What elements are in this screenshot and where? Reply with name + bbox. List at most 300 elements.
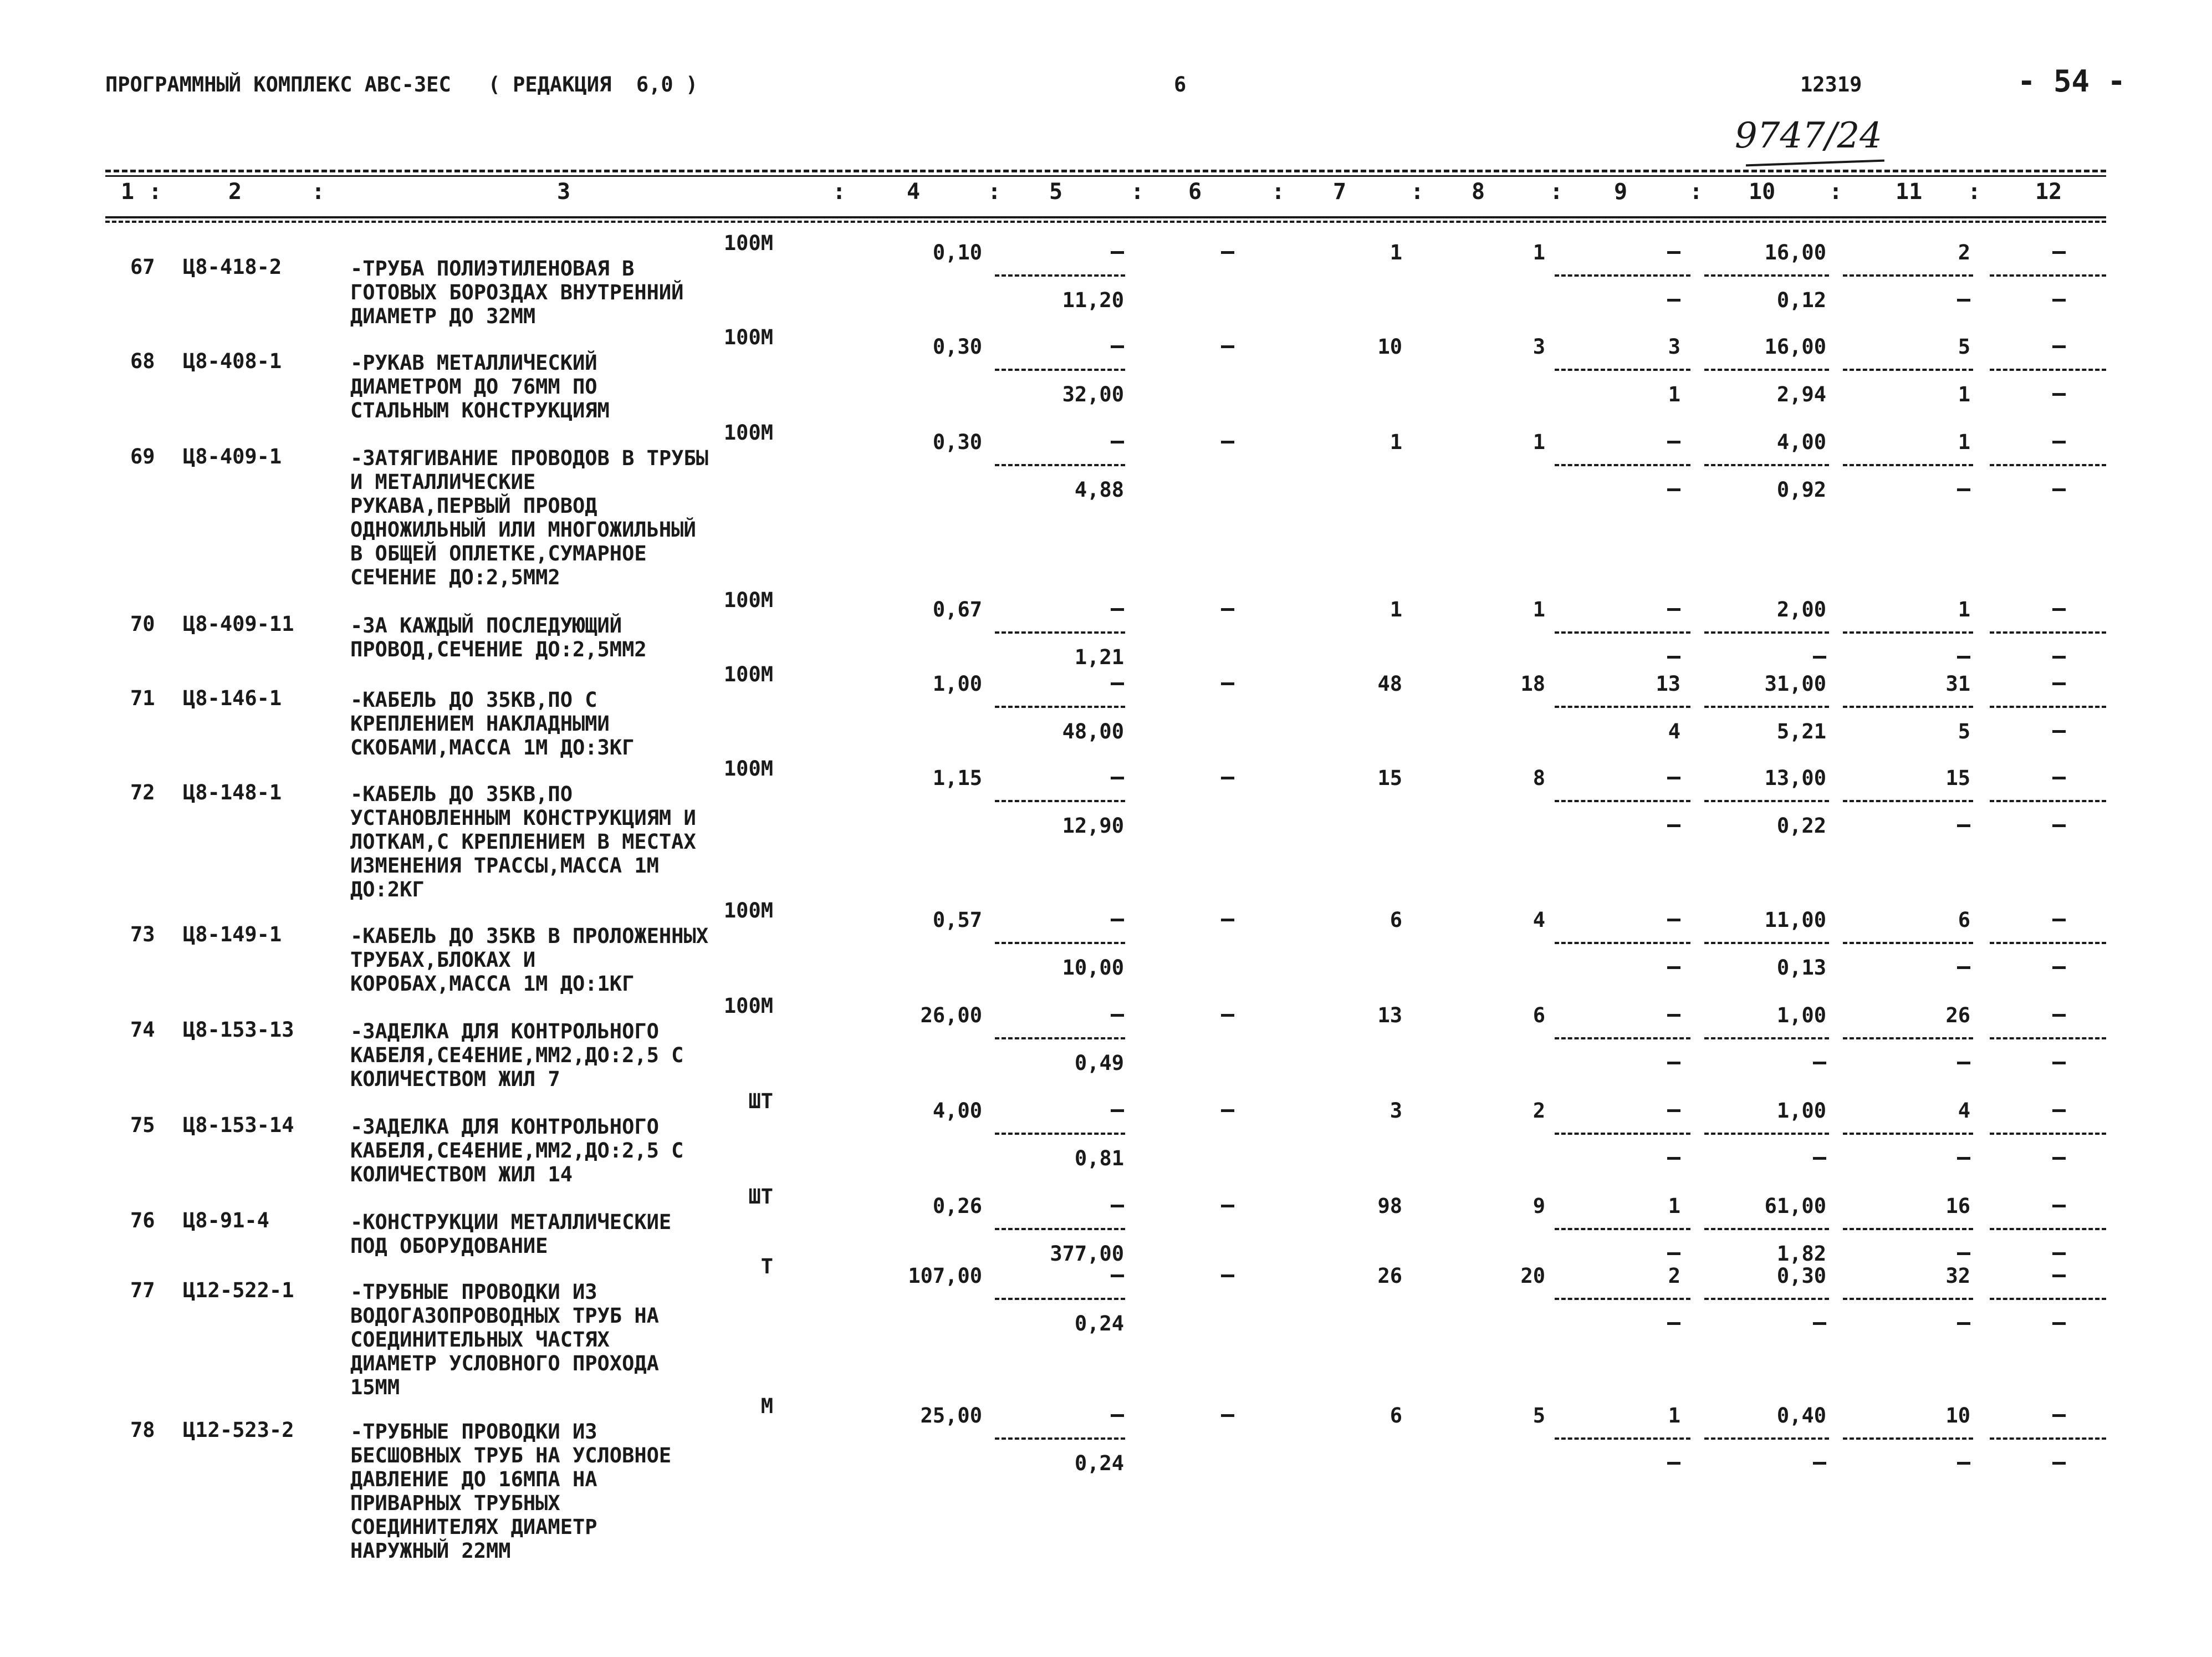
cell-col10-top: 31,00: [1764, 672, 1826, 696]
cell-col10-bottom: 2,94: [1776, 383, 1826, 406]
cell-col5-top: [1111, 345, 1124, 348]
fraction-bar-col10: [1704, 631, 1829, 634]
cell-col11-bottom: [1957, 1462, 1970, 1465]
row-code: Ц8-146-1: [183, 686, 282, 710]
row-code: Ц8-153-13: [183, 1018, 294, 1042]
row-code: Ц8-409-1: [183, 445, 282, 468]
col-header-12: 12: [2035, 179, 2062, 205]
fraction-bar-col9: [1555, 1298, 1690, 1300]
cell-col5-top: [1111, 682, 1124, 685]
cell-col12-bottom: [2052, 1252, 2066, 1255]
col-separator: :: [1689, 179, 1703, 205]
row-code: Ц8-91-4: [183, 1209, 269, 1232]
document-code: 12319: [1800, 73, 1862, 96]
cell-col9-top: [1667, 441, 1680, 443]
cell-col9-bottom: [1667, 1252, 1680, 1255]
cell-col9-top: 2: [1668, 1264, 1680, 1288]
cell-col11-top: 16: [1945, 1194, 1970, 1218]
cell-col7: 3: [1389, 1099, 1402, 1123]
fraction-bar-col5: [995, 274, 1125, 277]
cell-col12-bottom: [2052, 1062, 2066, 1064]
row-code: Ц8-153-14: [183, 1113, 294, 1137]
cell-col7: 6: [1389, 908, 1402, 932]
unit-label: 100М: [723, 899, 773, 922]
cell-col12-top: [2052, 608, 2066, 611]
cell-col7: 1: [1389, 241, 1402, 264]
cell-col10-top: 13,00: [1764, 766, 1826, 790]
cell-col7: 10: [1377, 335, 1402, 359]
cell-col5-bottom: 0,24: [1074, 1451, 1124, 1475]
fraction-bar-col5: [995, 706, 1125, 708]
unit-label: 100М: [723, 421, 773, 445]
cell-col5-top: [1111, 1014, 1124, 1017]
fraction-bar-col10: [1704, 1037, 1829, 1039]
cell-col12-top: [2052, 1014, 2066, 1017]
cell-col6: [1221, 777, 1234, 779]
cell-col10-bottom: [1813, 1062, 1826, 1064]
row-description: -КОНСТРУКЦИИ МЕТАЛЛИЧЕСКИЕ ПОД ОБОРУДОВАНИЕ: [350, 1210, 672, 1258]
row-number: 75: [130, 1113, 155, 1137]
cell-col10-top: 61,00: [1764, 1194, 1826, 1218]
col-header-11: 11: [1896, 179, 1923, 205]
cell-col5-bottom: 48,00: [1062, 720, 1124, 743]
cell-col12-bottom: [2052, 656, 2066, 659]
cell-col11-top: 4: [1958, 1099, 1970, 1123]
cell-col8: 1: [1532, 241, 1545, 264]
handwritten-underline: [1746, 160, 1884, 167]
fraction-bar-col12: [1990, 1133, 2106, 1135]
row-code: Ц12-523-2: [183, 1418, 294, 1442]
cell-col10-top: 2,00: [1776, 598, 1826, 621]
row-number: 70: [130, 612, 155, 636]
cell-col12-bottom: [2052, 1462, 2066, 1465]
row-description: -РУКАВ МЕТАЛЛИЧЕСКИЙ ДИАМЕТРОМ ДО 76ММ ПО СТАЛЬНЫМ КОНСТРУКЦИЯМ: [350, 351, 610, 422]
cell-col12-bottom: [2052, 299, 2066, 302]
fraction-bar-col9: [1555, 942, 1690, 944]
cell-col9-top: 13: [1656, 672, 1680, 696]
fraction-bar-col12: [1990, 942, 2106, 944]
fraction-bar-col5: [995, 800, 1125, 802]
row-number: 78: [130, 1418, 155, 1442]
cell-col9-bottom: [1667, 1322, 1680, 1325]
cell-col9-top: [1667, 1109, 1680, 1112]
row-number: 74: [130, 1018, 155, 1042]
fraction-bar-col5: [995, 942, 1125, 944]
fraction-bar-col5: [995, 1228, 1125, 1230]
cell-col4: 0,30: [932, 430, 982, 454]
cell-col8: 2: [1532, 1099, 1545, 1123]
cell-col11-bottom: [1957, 1062, 1970, 1064]
row-description: -ЗАДЕЛКА ДЛЯ КОНТРОЛЬНОГО КАБЕЛЯ,СЕ4ЕНИЕ,ММ2,ДО:2,5 С КОЛИЧЕСТВОМ ЖИЛ 7: [350, 1019, 684, 1091]
cell-col9-top: [1667, 777, 1680, 779]
fraction-bar-col5: [995, 1298, 1125, 1300]
unit-label: 100М: [723, 588, 773, 612]
fraction-bar-col9: [1555, 1133, 1690, 1135]
cell-col6: [1221, 441, 1234, 443]
col-separator: :: [1968, 179, 1981, 205]
cell-col6: [1221, 251, 1234, 254]
cell-col11-bottom: [1957, 1157, 1970, 1160]
fraction-bar-col12: [1990, 631, 2106, 634]
row-code: Ц8-148-1: [183, 781, 282, 804]
cell-col9-top: 1: [1668, 1404, 1680, 1427]
cell-col7: 98: [1377, 1194, 1402, 1218]
cell-col4: 26,00: [920, 1003, 982, 1027]
cell-col5-bottom: 32,00: [1062, 383, 1124, 406]
cell-col5-top: [1111, 1414, 1124, 1417]
cell-col9-bottom: [1667, 1157, 1680, 1160]
unit-label: 100М: [723, 994, 773, 1018]
col-header-9: 9: [1614, 179, 1628, 205]
fraction-bar-col9: [1555, 369, 1690, 371]
cell-col9-bottom: 1: [1668, 383, 1680, 406]
fraction-bar-col10: [1704, 706, 1829, 708]
fraction-bar-col10: [1704, 1298, 1829, 1300]
cell-col11-top: 15: [1945, 766, 1970, 790]
cell-col6: [1221, 1205, 1234, 1207]
unit-label: ШТ: [748, 1089, 773, 1113]
fraction-bar-col5: [995, 1437, 1125, 1440]
fraction-bar-col12: [1990, 464, 2106, 466]
cell-col4: 0,10: [932, 241, 982, 264]
cell-col4: 0,67: [932, 598, 982, 621]
cell-col5-bottom: 11,20: [1062, 288, 1124, 312]
row-description: -ЗАДЕЛКА ДЛЯ КОНТРОЛЬНОГО КАБЕЛЯ,СЕ4ЕНИЕ,ММ2,ДО:2,5 С КОЛИЧЕСТВОМ ЖИЛ 14: [350, 1115, 684, 1186]
table-top-rule: [105, 170, 2106, 172]
row-description: -ТРУБА ПОЛИЭТИЛЕНОВАЯ В ГОТОВЫХ БОРОЗДАХ ВНУТРЕННИЙ ДИАМЕТР ДО 32ММ: [350, 257, 684, 328]
cell-col12-bottom: [2052, 1157, 2066, 1160]
cell-col10-top: 1,00: [1776, 1003, 1826, 1027]
row-code: Ц8-418-2: [183, 255, 282, 279]
cell-col10-top: 16,00: [1764, 241, 1826, 264]
col-separator: :: [1411, 179, 1424, 205]
cell-col11-top: 5: [1958, 335, 1970, 359]
cell-col4: 1,15: [932, 766, 982, 790]
fraction-bar-col9: [1555, 1437, 1690, 1440]
col-header-4: 4: [907, 179, 921, 205]
col-header-3: 3: [557, 179, 571, 205]
row-description: -ТРУБНЫЕ ПРОВОДКИ ИЗ БЕСШОВНЫХ ТРУБ НА УСЛОВНОЕ ДАВЛЕНИЕ ДО 16МПА НА ПРИВАРНЫХ ТРУБНЫХ СОЕДИНИТЕЛЯХ ДИАМЕТР НАРУЖНЫЙ 22ММ: [350, 1420, 672, 1563]
cell-col10-bottom: 0,22: [1776, 814, 1826, 838]
cell-col7: 1: [1389, 430, 1402, 454]
cell-col9-bottom: 4: [1668, 720, 1680, 743]
fraction-bar-col11: [1843, 1437, 1973, 1440]
cell-col10-bottom: [1813, 1157, 1826, 1160]
col-header-2: 2: [228, 179, 242, 205]
row-number: 73: [130, 922, 155, 946]
cell-col11-top: 31: [1945, 672, 1970, 696]
cell-col8: 1: [1532, 430, 1545, 454]
cell-col12-bottom: [2052, 824, 2066, 827]
col-header-6: 6: [1188, 179, 1202, 205]
cell-col5-bottom: 10,00: [1062, 956, 1124, 980]
cell-col9-top: 1: [1668, 1194, 1680, 1218]
col-separator: :: [832, 179, 846, 205]
cell-col11-top: 26: [1945, 1003, 1970, 1027]
col-separator: :: [311, 179, 325, 205]
col-header-7: 7: [1333, 179, 1347, 205]
fraction-bar-col12: [1990, 800, 2106, 802]
col-header-5: 5: [1049, 179, 1063, 205]
cell-col12-top: [2052, 1274, 2066, 1277]
cell-col12-top: [2052, 682, 2066, 685]
fraction-bar-col12: [1990, 369, 2106, 371]
cell-col9-bottom: [1667, 1062, 1680, 1064]
header-bottom-rule: [105, 216, 2106, 218]
fraction-bar-col11: [1843, 800, 1973, 802]
row-description: -ЗА КАЖДЫЙ ПОСЛЕДУЮЩИЙ ПРОВОД,СЕЧЕНИЕ ДО:2,5ММ2: [350, 614, 647, 661]
cell-col11-bottom: [1957, 1252, 1970, 1255]
unit-label: 100М: [723, 231, 773, 255]
fraction-bar-col10: [1704, 464, 1829, 466]
fraction-bar-col11: [1843, 1298, 1973, 1300]
cell-col11-bottom: [1957, 656, 1970, 659]
row-number: 68: [130, 349, 155, 373]
cell-col11-bottom: 5: [1958, 720, 1970, 743]
cell-col11-top: 2: [1958, 241, 1970, 264]
row-description: -ТРУБНЫЕ ПРОВОДКИ ИЗ ВОДОГАЗОПРОВОДНЫХ ТРУБ НА СОЕДИНИТЕЛЬНЫХ ЧАСТЯХ ДИАМЕТР УСЛОВНОГО ПРОХОДА 15ММ: [350, 1280, 659, 1399]
cell-col9-bottom: [1667, 656, 1680, 659]
cell-col10-bottom: 0,92: [1776, 478, 1826, 502]
cell-col11-bottom: [1957, 966, 1970, 969]
cell-col11-bottom: 1: [1958, 383, 1970, 406]
cell-col5-bottom: 0,49: [1074, 1051, 1124, 1075]
section-number: 6: [1174, 73, 1187, 96]
cell-col5-bottom: 12,90: [1062, 814, 1124, 838]
cell-col10-bottom: [1813, 1322, 1826, 1325]
unit-label: М: [760, 1394, 773, 1418]
cell-col12-bottom: [2052, 393, 2066, 396]
cell-col5-top: [1111, 919, 1124, 921]
cell-col4: 0,30: [932, 335, 982, 359]
col-separator: :: [149, 179, 162, 205]
cell-col10-top: 16,00: [1764, 335, 1826, 359]
cell-col5-top: [1111, 251, 1124, 254]
cell-col7: 1: [1389, 598, 1402, 621]
cell-col4: 25,00: [920, 1404, 982, 1427]
unit-label: Т: [760, 1255, 773, 1278]
cell-col6: [1221, 919, 1234, 921]
cell-col7: 26: [1377, 1264, 1402, 1288]
row-description: -КАБЕЛЬ ДО 35КВ,ПО С КРЕПЛЕНИЕМ НАКЛАДНЫМИ СКОБАМИ,МАССА 1М ДО:3КГ: [350, 688, 635, 759]
col-separator: :: [1550, 179, 1564, 205]
fraction-bar-col11: [1843, 706, 1973, 708]
cell-col8: 4: [1532, 908, 1545, 932]
unit-label: 100М: [723, 662, 773, 686]
cell-col11-top: 1: [1958, 430, 1970, 454]
cell-col12-top: [2052, 1414, 2066, 1417]
cell-col11-top: 32: [1945, 1264, 1970, 1288]
cell-col6: [1221, 1274, 1234, 1277]
fraction-bar-col10: [1704, 1228, 1829, 1230]
page-number: - 54 -: [2017, 64, 2126, 99]
row-code: Ц8-149-1: [183, 922, 282, 946]
col-separator: :: [988, 179, 1002, 205]
cell-col12-bottom: [2052, 730, 2066, 733]
unit-label: 100М: [723, 325, 773, 349]
row-number: 69: [130, 445, 155, 468]
cell-col12-bottom: [2052, 966, 2066, 969]
cell-col9-bottom: [1667, 824, 1680, 827]
cell-col6: [1221, 682, 1234, 685]
cell-col7: 13: [1377, 1003, 1402, 1027]
row-code: Ц8-409-11: [183, 612, 294, 636]
cell-col9-bottom: [1667, 966, 1680, 969]
cell-col9-top: [1667, 919, 1680, 921]
fraction-bar-col9: [1555, 631, 1690, 634]
cell-col5-bottom: 4,88: [1074, 478, 1124, 502]
fraction-bar-col10: [1704, 1133, 1829, 1135]
fraction-bar-col10: [1704, 942, 1829, 944]
cell-col5-bottom: 0,81: [1074, 1146, 1124, 1170]
cell-col12-top: [2052, 345, 2066, 348]
cell-col7: 48: [1377, 672, 1402, 696]
cell-col4: 0,57: [932, 908, 982, 932]
row-number: 67: [130, 255, 155, 279]
table-top-rule-2: [105, 175, 2106, 177]
cell-col10-top: 0,30: [1776, 1264, 1826, 1288]
cell-col11-top: 6: [1958, 908, 1970, 932]
fraction-bar-col5: [995, 631, 1125, 634]
cell-col5-bottom: 1,21: [1074, 645, 1124, 669]
cell-col10-bottom: 1,82: [1776, 1242, 1826, 1266]
col-separator: :: [1829, 179, 1843, 205]
fraction-bar-col9: [1555, 464, 1690, 466]
fraction-bar-col12: [1990, 1228, 2106, 1230]
cell-col11-top: 1: [1958, 598, 1970, 621]
cell-col6: [1221, 345, 1234, 348]
cell-col10-bottom: 0,12: [1776, 288, 1826, 312]
fraction-bar-col5: [995, 1133, 1125, 1135]
cell-col9-top: [1667, 608, 1680, 611]
cell-col6: [1221, 1109, 1234, 1112]
cell-col4: 0,26: [932, 1194, 982, 1218]
cell-col5-top: [1111, 1274, 1124, 1277]
fraction-bar-col11: [1843, 1133, 1973, 1135]
cell-col4: 107,00: [908, 1264, 982, 1288]
cell-col5-bottom: 377,00: [1050, 1242, 1124, 1266]
fraction-bar-col10: [1704, 274, 1829, 277]
cell-col8: 18: [1520, 672, 1545, 696]
col-header-1: 1: [121, 179, 135, 205]
cell-col5-top: [1111, 608, 1124, 611]
row-code: Ц12-522-1: [183, 1278, 294, 1302]
fraction-bar-col12: [1990, 274, 2106, 277]
cell-col9-bottom: [1667, 299, 1680, 302]
fraction-bar-col10: [1704, 369, 1829, 371]
cell-col9-top: [1667, 1014, 1680, 1017]
cell-col10-bottom: 5,21: [1776, 720, 1826, 743]
cell-col12-top: [2052, 777, 2066, 779]
fraction-bar-col11: [1843, 1037, 1973, 1039]
cell-col12-bottom: [2052, 488, 2066, 491]
row-description: -КАБЕЛЬ ДО 35КВ,ПО УСТАНОВЛЕННЫМ КОНСТРУКЦИЯМ И ЛОТКАМ,С КРЕПЛЕНИЕМ В МЕСТАХ ИЗМЕНЕНИЯ ТРАССЫ,МАССА 1М ДО:2КГ: [350, 782, 696, 901]
fraction-bar-col9: [1555, 706, 1690, 708]
cell-col9-bottom: [1667, 488, 1680, 491]
row-code: Ц8-408-1: [183, 349, 282, 373]
cell-col4: 4,00: [932, 1099, 982, 1123]
cell-col11-top: 10: [1945, 1404, 1970, 1427]
cell-col10-bottom: [1813, 656, 1826, 659]
cell-col8: 3: [1532, 335, 1545, 359]
fraction-bar-col9: [1555, 800, 1690, 802]
fraction-bar-col11: [1843, 464, 1973, 466]
cell-col12-top: [2052, 1109, 2066, 1112]
row-description: -КАБЕЛЬ ДО 35КВ В ПРОЛОЖЕННЫХ ТРУБАХ,БЛОКАХ И КОРОБАХ,МАССА 1М ДО:1КГ: [350, 924, 709, 996]
fraction-bar-col9: [1555, 274, 1690, 277]
cell-col10-top: 4,00: [1776, 430, 1826, 454]
cell-col10-bottom: [1813, 1462, 1826, 1465]
cell-col11-bottom: [1957, 299, 1970, 302]
cell-col8: 20: [1520, 1264, 1545, 1288]
col-separator: :: [1271, 179, 1285, 205]
fraction-bar-col12: [1990, 1437, 2106, 1440]
program-title: ПРОГРАММНЫЙ КОМПЛЕКС АВС-3ЕС ( РЕДАКЦИЯ 6,0 ): [105, 73, 698, 96]
cell-col5-top: [1111, 777, 1124, 779]
fraction-bar-col11: [1843, 942, 1973, 944]
cell-col12-top: [2052, 251, 2066, 254]
cell-col12-top: [2052, 1205, 2066, 1207]
cell-col6: [1221, 1414, 1234, 1417]
cell-col8: 5: [1532, 1404, 1545, 1427]
handwritten-note: 9747/24: [1735, 115, 1882, 156]
col-separator: :: [1131, 179, 1145, 205]
cell-col8: 6: [1532, 1003, 1545, 1027]
cell-col10-top: 0,40: [1776, 1404, 1826, 1427]
cell-col5-top: [1111, 441, 1124, 443]
header-bottom-rule-2: [105, 221, 2106, 223]
cell-col10-bottom: 0,13: [1776, 956, 1826, 980]
cell-col8: 9: [1532, 1194, 1545, 1218]
cell-col5-top: [1111, 1205, 1124, 1207]
fraction-bar-col9: [1555, 1228, 1690, 1230]
fraction-bar-col10: [1704, 1437, 1829, 1440]
cell-col7: 15: [1377, 766, 1402, 790]
cell-col9-bottom: [1667, 1462, 1680, 1465]
col-header-10: 10: [1749, 179, 1776, 205]
cell-col7: 6: [1389, 1404, 1402, 1427]
unit-label: 100М: [723, 757, 773, 781]
fraction-bar-col11: [1843, 1228, 1973, 1230]
fraction-bar-col5: [995, 1037, 1125, 1039]
cell-col6: [1221, 1014, 1234, 1017]
cell-col11-bottom: [1957, 824, 1970, 827]
fraction-bar-col5: [995, 464, 1125, 466]
cell-col8: 8: [1532, 766, 1545, 790]
fraction-bar-col12: [1990, 1298, 2106, 1300]
fraction-bar-col10: [1704, 800, 1829, 802]
fraction-bar-col11: [1843, 274, 1973, 277]
fraction-bar-col5: [995, 369, 1125, 371]
cell-col10-top: 11,00: [1764, 908, 1826, 932]
cell-col11-bottom: [1957, 488, 1970, 491]
cell-col5-bottom: 0,24: [1074, 1312, 1124, 1335]
row-description: -ЗАТЯГИВАНИЕ ПРОВОДОВ В ТРУБЫ И МЕТАЛЛИЧЕСКИЕ РУКАВА,ПЕРВЫЙ ПРОВОД ОДНОЖИЛЬНЫЙ ИЛИ МНОГОЖИЛЬНЫЙ В ОБЩЕЙ ОПЛЕТКЕ,СУМАРНОЕ СЕЧЕНИЕ ДО:2,5ММ2: [350, 446, 709, 589]
cell-col12-top: [2052, 441, 2066, 443]
col-header-8: 8: [1472, 179, 1485, 205]
cell-col12-bottom: [2052, 1322, 2066, 1325]
cell-col4: 1,00: [932, 672, 982, 696]
row-number: 76: [130, 1209, 155, 1232]
cell-col6: [1221, 608, 1234, 611]
unit-label: ШТ: [748, 1185, 773, 1209]
row-number: 71: [130, 686, 155, 710]
fraction-bar-col12: [1990, 1037, 2106, 1039]
fraction-bar-col12: [1990, 706, 2106, 708]
row-number: 77: [130, 1278, 155, 1302]
cell-col8: 1: [1532, 598, 1545, 621]
fraction-bar-col11: [1843, 631, 1973, 634]
